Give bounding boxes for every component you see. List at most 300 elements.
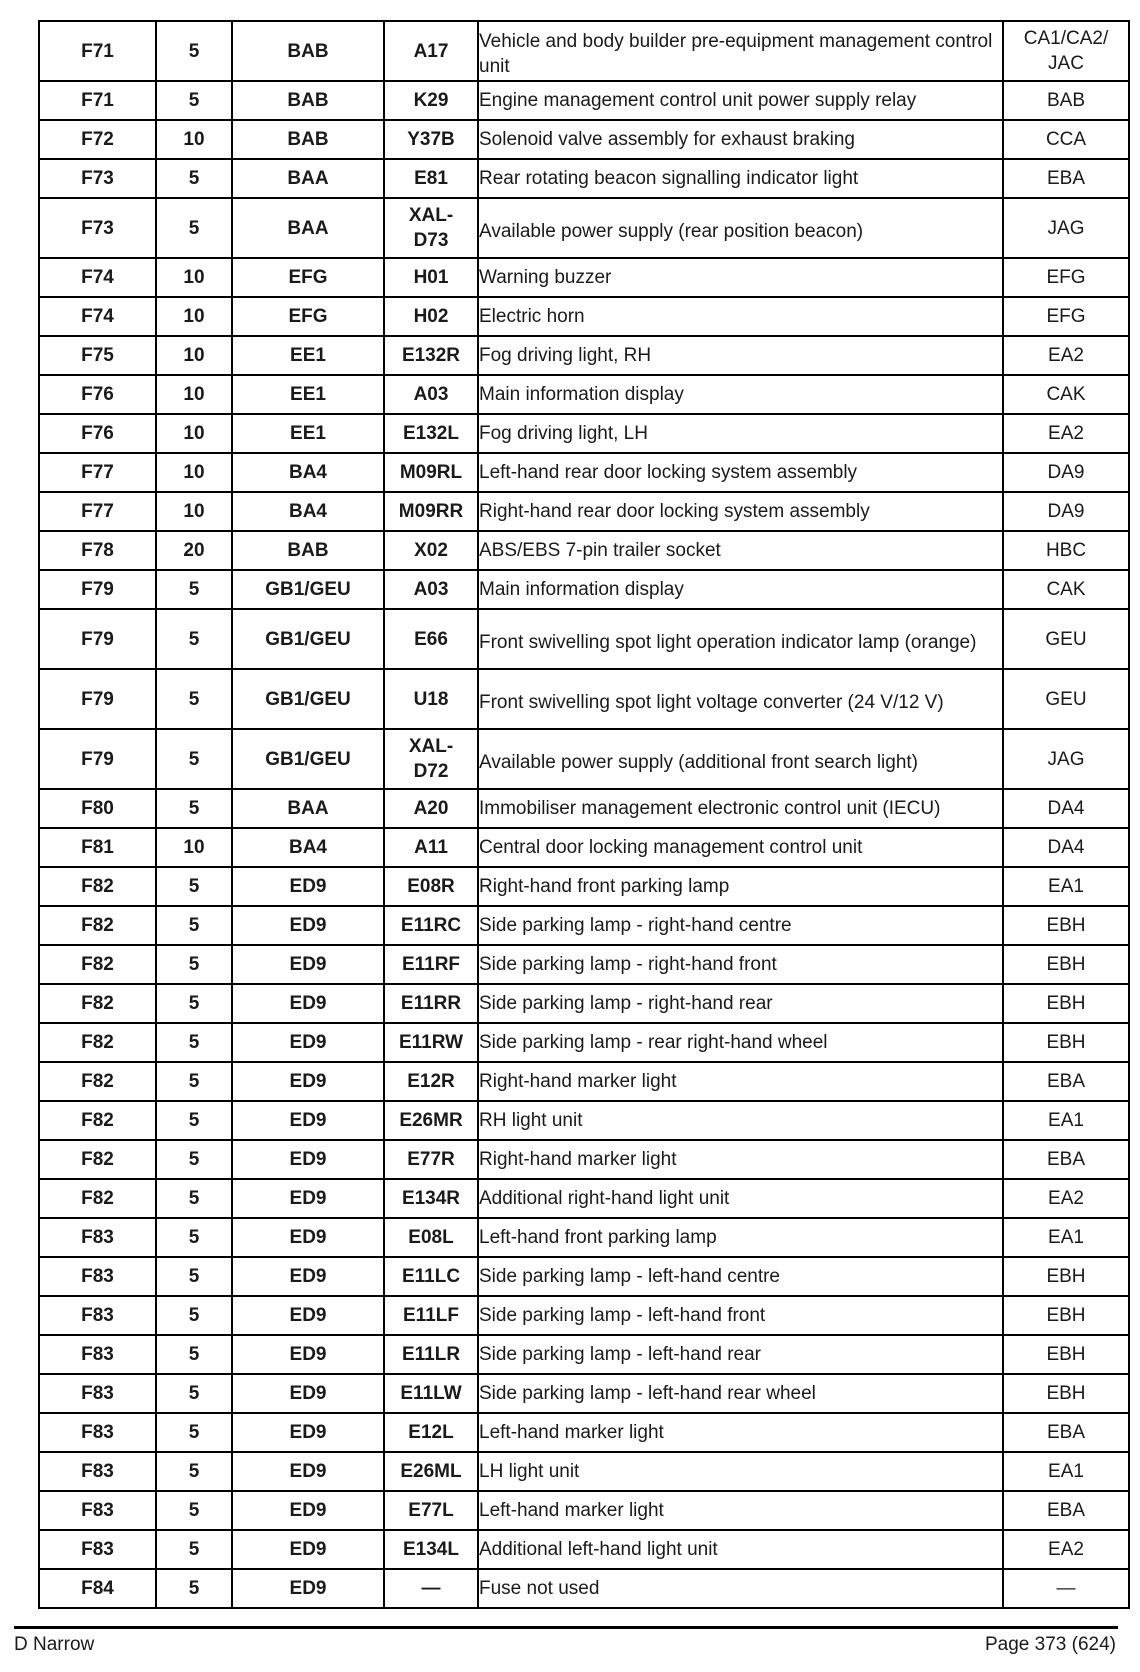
amperage-cell: 5 (156, 1452, 232, 1491)
table-row (39, 867, 1129, 906)
description-cell: Front swivelling spot light operation indicator lamp (orange) (478, 609, 1003, 669)
component-code-cell (384, 1179, 478, 1218)
component-code-line: E08R (407, 876, 455, 897)
table-row (39, 81, 1129, 120)
component-code-line: E26ML (400, 1461, 462, 1482)
description-cell: Additional right-hand light unit (478, 1179, 1003, 1218)
fuse-number-cell: F78 (39, 531, 156, 570)
table-row (39, 159, 1129, 198)
fuse-table (38, 20, 1130, 1609)
description-cell: Fog driving light, LH (478, 414, 1003, 453)
variant-code-cell (1003, 258, 1129, 297)
variant-code-line: EA2 (1048, 423, 1084, 444)
variant-code-cell (1003, 81, 1129, 120)
variant-code-line: CA1/CA2/ (1023, 28, 1109, 49)
component-code-line: D73 (413, 230, 449, 251)
fuse-number-cell: F79 (39, 609, 156, 669)
component-code-cell (384, 1218, 478, 1257)
variant-code-cell (1003, 1569, 1129, 1608)
variant-code-cell (1003, 198, 1129, 258)
fuse-number-cell: F81 (39, 828, 156, 867)
option-group-cell: BAA (232, 789, 384, 828)
table-row (39, 453, 1129, 492)
table-row (39, 1101, 1129, 1140)
variant-code-line: EBH (1046, 1305, 1086, 1326)
component-code-line: M09RL (399, 462, 463, 483)
variant-code-cell (1003, 570, 1129, 609)
component-code-line: A03 (413, 384, 449, 405)
amperage-cell: 5 (156, 198, 232, 258)
variant-code-cell (1003, 945, 1129, 984)
fuse-number-cell: F82 (39, 1140, 156, 1179)
amperage-cell: 5 (156, 1101, 232, 1140)
fuse-number-cell: F73 (39, 198, 156, 258)
variant-code-line: EBH (1046, 1266, 1086, 1287)
variant-code-cell (1003, 531, 1129, 570)
table-row (39, 120, 1129, 159)
variant-code-cell (1003, 669, 1129, 729)
description-cell: Central door locking management control unit (478, 828, 1003, 867)
component-code-line: M09RR (398, 501, 464, 522)
variant-code-line: EBH (1046, 1032, 1086, 1053)
variant-code-cell (1003, 1335, 1129, 1374)
component-code-line: E11RW (398, 1032, 464, 1053)
description-cell: Side parking lamp - left-hand front (478, 1296, 1003, 1335)
fuse-number-cell: F83 (39, 1413, 156, 1452)
amperage-cell: 10 (156, 414, 232, 453)
component-code-line: E134L (403, 1539, 459, 1560)
variant-code-line: EA1 (1048, 1110, 1084, 1131)
table-row (39, 492, 1129, 531)
variant-code-cell (1003, 21, 1129, 81)
table-row (39, 1452, 1129, 1491)
variant-code-cell (1003, 1140, 1129, 1179)
table-row (39, 198, 1129, 258)
option-group-cell: BA4 (232, 492, 384, 531)
fuse-number-cell: F79 (39, 570, 156, 609)
fuse-number-cell: F71 (39, 81, 156, 120)
component-code-line: E77R (407, 1149, 455, 1170)
fuse-number-cell: F82 (39, 867, 156, 906)
description-cell: Right-hand marker light (478, 1062, 1003, 1101)
component-code-cell (384, 1023, 478, 1062)
component-code-cell (384, 1296, 478, 1335)
option-group-cell: ED9 (232, 906, 384, 945)
option-group-cell: BAB (232, 120, 384, 159)
variant-code-line: EBA (1046, 1500, 1086, 1521)
component-code-cell (384, 906, 478, 945)
variant-code-line: EBH (1046, 915, 1086, 936)
component-code-cell (384, 1374, 478, 1413)
amperage-cell: 5 (156, 159, 232, 198)
fuse-number-cell: F83 (39, 1491, 156, 1530)
component-code-cell (384, 492, 478, 531)
variant-code-cell (1003, 159, 1129, 198)
component-code-cell (384, 1257, 478, 1296)
option-group-cell: BA4 (232, 828, 384, 867)
description-cell: Electric horn (478, 297, 1003, 336)
component-code-line: E11LR (401, 1344, 461, 1365)
footer-page-number: Page 373 (624) (985, 1634, 1116, 1655)
description-cell: Main information display (478, 375, 1003, 414)
amperage-cell: 5 (156, 81, 232, 120)
amperage-cell: 10 (156, 336, 232, 375)
variant-code-cell (1003, 492, 1129, 531)
component-code-cell (384, 1491, 478, 1530)
component-code-cell (384, 336, 478, 375)
amperage-cell: 10 (156, 492, 232, 531)
amperage-cell: 10 (156, 258, 232, 297)
variant-code-line: DA9 (1047, 501, 1085, 522)
fuse-number-cell: F83 (39, 1257, 156, 1296)
variant-code-cell (1003, 1062, 1129, 1101)
variant-code-cell (1003, 867, 1129, 906)
variant-code-line: HBC (1045, 540, 1087, 561)
description-cell: Right-hand front parking lamp (478, 867, 1003, 906)
table-row (39, 1218, 1129, 1257)
fuse-number-cell: F73 (39, 159, 156, 198)
component-code-cell (384, 789, 478, 828)
description-cell: Side parking lamp - right-hand front (478, 945, 1003, 984)
description-cell: Side parking lamp - left-hand rear wheel (478, 1374, 1003, 1413)
amperage-cell: 5 (156, 570, 232, 609)
component-code-cell (384, 81, 478, 120)
table-row (39, 669, 1129, 729)
table-row (39, 729, 1129, 789)
component-code-cell (384, 669, 478, 729)
fuse-number-cell: F79 (39, 669, 156, 729)
option-group-cell: ED9 (232, 1491, 384, 1530)
option-group-cell: ED9 (232, 1179, 384, 1218)
description-cell: Fuse not used (478, 1569, 1003, 1608)
description-cell: Side parking lamp - rear right-hand wheel (478, 1023, 1003, 1062)
component-code-line: H02 (413, 306, 449, 327)
amperage-cell: 5 (156, 1257, 232, 1296)
variant-code-cell (1003, 729, 1129, 789)
variant-code-cell (1003, 1413, 1129, 1452)
description-cell: Solenoid valve assembly for exhaust braking (478, 120, 1003, 159)
option-group-cell: ED9 (232, 1218, 384, 1257)
description-cell: Additional left-hand light unit (478, 1530, 1003, 1569)
variant-code-cell (1003, 984, 1129, 1023)
option-group-cell: EE1 (232, 414, 384, 453)
amperage-cell: 20 (156, 531, 232, 570)
variant-code-line: EBH (1046, 1383, 1086, 1404)
component-code-line: E66 (414, 628, 448, 650)
variant-code-line: EFG (1046, 306, 1086, 327)
description-cell: Left-hand front parking lamp (478, 1218, 1003, 1257)
amperage-cell: 5 (156, 1179, 232, 1218)
description-cell: Side parking lamp - left-hand rear (478, 1335, 1003, 1374)
option-group-cell: BAA (232, 198, 384, 258)
component-code-line: XAL- (408, 736, 454, 757)
amperage-cell: 10 (156, 375, 232, 414)
variant-code-line: — (1056, 1578, 1076, 1599)
variant-code-cell (1003, 1296, 1129, 1335)
variant-code-cell (1003, 336, 1129, 375)
variant-code-line: EBH (1046, 1344, 1086, 1365)
description-cell: Left-hand marker light (478, 1491, 1003, 1530)
amperage-cell: 5 (156, 729, 232, 789)
component-code-line: E08L (408, 1227, 454, 1248)
description-cell: ABS/EBS 7-pin trailer socket (478, 531, 1003, 570)
table-row (39, 945, 1129, 984)
amperage-cell: 10 (156, 453, 232, 492)
description-cell: Side parking lamp - right-hand centre (478, 906, 1003, 945)
component-code-cell (384, 570, 478, 609)
fuse-number-cell: F74 (39, 297, 156, 336)
description-cell: Vehicle and body builder pre-equipment management control unit (478, 21, 1003, 81)
variant-code-line: EA2 (1048, 345, 1084, 366)
fuse-number-cell: F82 (39, 1062, 156, 1101)
variant-code-line: BAB (1046, 90, 1086, 111)
description-cell: LH light unit (478, 1452, 1003, 1491)
option-group-cell: ED9 (232, 1530, 384, 1569)
amperage-cell: 10 (156, 120, 232, 159)
amperage-cell: 10 (156, 828, 232, 867)
option-group-cell: GB1/GEU (232, 729, 384, 789)
amperage-cell: 5 (156, 1218, 232, 1257)
amperage-cell: 5 (156, 1491, 232, 1530)
fuse-number-cell: F82 (39, 984, 156, 1023)
fuse-number-cell: F83 (39, 1296, 156, 1335)
amperage-cell: 5 (156, 669, 232, 729)
option-group-cell: BAB (232, 81, 384, 120)
component-code-line: E12R (407, 1071, 455, 1092)
option-group-cell: ED9 (232, 1140, 384, 1179)
component-code-cell (384, 198, 478, 258)
variant-code-cell (1003, 414, 1129, 453)
amperage-cell: 5 (156, 1062, 232, 1101)
table-row (39, 336, 1129, 375)
component-code-cell (384, 1101, 478, 1140)
option-group-cell: GB1/GEU (232, 570, 384, 609)
component-code-cell (384, 531, 478, 570)
option-group-cell: ED9 (232, 945, 384, 984)
variant-code-cell (1003, 1491, 1129, 1530)
variant-code-cell (1003, 375, 1129, 414)
fuse-number-cell: F76 (39, 375, 156, 414)
variant-code-line: EBA (1046, 1071, 1086, 1092)
table-row (39, 1140, 1129, 1179)
component-code-line: E11RR (400, 993, 462, 1014)
fuse-number-cell: F79 (39, 729, 156, 789)
variant-code-cell (1003, 789, 1129, 828)
description-cell: Front swivelling spot light voltage converter (24 V/12 V) (478, 669, 1003, 729)
option-group-cell: ED9 (232, 1569, 384, 1608)
variant-code-cell (1003, 906, 1129, 945)
component-code-line: XAL- (408, 205, 454, 226)
variant-code-cell (1003, 1452, 1129, 1491)
component-code-cell (384, 729, 478, 789)
fuse-number-cell: F82 (39, 906, 156, 945)
fuse-number-cell: F80 (39, 789, 156, 828)
option-group-cell: ED9 (232, 1296, 384, 1335)
variant-code-line: EFG (1046, 267, 1086, 288)
component-code-line: K29 (413, 90, 449, 111)
component-code-cell (384, 1413, 478, 1452)
description-cell: Rear rotating beacon signalling indicator light (478, 159, 1003, 198)
component-code-line: U18 (413, 688, 449, 710)
amperage-cell: 5 (156, 1413, 232, 1452)
description-cell: Side parking lamp - right-hand rear (478, 984, 1003, 1023)
variant-code-cell (1003, 1218, 1129, 1257)
component-code-cell (384, 258, 478, 297)
variant-code-line: EBH (1046, 954, 1086, 975)
table-row (39, 1491, 1129, 1530)
fuse-table-body (39, 21, 1129, 1608)
option-group-cell: BA4 (232, 453, 384, 492)
table-row (39, 1062, 1129, 1101)
description-cell: Engine management control unit power supply relay (478, 81, 1003, 120)
table-row (39, 828, 1129, 867)
component-code-line: A17 (413, 40, 449, 62)
variant-code-line: EBA (1046, 1149, 1086, 1170)
table-row (39, 1179, 1129, 1218)
footer-divider (14, 1626, 1118, 1629)
table-row (39, 609, 1129, 669)
fuse-number-cell: F77 (39, 492, 156, 531)
amperage-cell: 5 (156, 1140, 232, 1179)
amperage-cell: 5 (156, 789, 232, 828)
fuse-number-cell: F83 (39, 1530, 156, 1569)
component-code-line: E77L (408, 1500, 454, 1521)
description-cell: Right-hand marker light (478, 1140, 1003, 1179)
component-code-line: D72 (413, 761, 449, 782)
variant-code-cell (1003, 453, 1129, 492)
table-row (39, 570, 1129, 609)
component-code-line: E11RC (400, 915, 462, 936)
fuse-number-cell: F82 (39, 1101, 156, 1140)
variant-code-line: GEU (1045, 688, 1087, 710)
variant-code-line: EBH (1046, 993, 1086, 1014)
component-code-cell (384, 21, 478, 81)
component-code-line: A11 (414, 837, 448, 858)
option-group-cell: BAB (232, 531, 384, 570)
option-group-cell: ED9 (232, 1452, 384, 1491)
table-row (39, 984, 1129, 1023)
description-cell: Immobiliser management electronic control unit (IECU) (478, 789, 1003, 828)
variant-code-line: CAK (1046, 384, 1086, 405)
option-group-cell: BAA (232, 159, 384, 198)
description-cell: Left-hand rear door locking system assembly (478, 453, 1003, 492)
variant-code-line: EA2 (1048, 1539, 1084, 1560)
amperage-cell: 5 (156, 1023, 232, 1062)
option-group-cell: ED9 (232, 1374, 384, 1413)
option-group-cell: ED9 (232, 1335, 384, 1374)
table-row (39, 414, 1129, 453)
amperage-cell: 10 (156, 297, 232, 336)
table-row (39, 1569, 1129, 1608)
fuse-number-cell: F72 (39, 120, 156, 159)
fuse-number-cell: F83 (39, 1452, 156, 1491)
variant-code-line: GEU (1045, 628, 1087, 650)
variant-code-cell (1003, 297, 1129, 336)
variant-code-cell (1003, 1023, 1129, 1062)
variant-code-line: CAK (1046, 579, 1086, 600)
component-code-line: E132R (401, 345, 461, 366)
component-code-line: A03 (413, 579, 449, 600)
component-code-line: E81 (414, 168, 448, 189)
fuse-number-cell: F71 (39, 21, 156, 81)
amperage-cell: 5 (156, 867, 232, 906)
variant-code-cell (1003, 1530, 1129, 1569)
component-code-cell (384, 1569, 478, 1608)
variant-code-cell (1003, 1374, 1129, 1413)
component-code-line: E11LW (400, 1383, 462, 1404)
option-group-cell: ED9 (232, 867, 384, 906)
option-group-cell: ED9 (232, 984, 384, 1023)
component-code-cell (384, 828, 478, 867)
amperage-cell: 5 (156, 1374, 232, 1413)
table-row (39, 1257, 1129, 1296)
component-code-line: E11LC (401, 1266, 461, 1287)
fuse-number-cell: F74 (39, 258, 156, 297)
description-cell: Side parking lamp - left-hand centre (478, 1257, 1003, 1296)
component-code-cell (384, 414, 478, 453)
table-row (39, 1296, 1129, 1335)
description-cell: Fog driving light, RH (478, 336, 1003, 375)
description-cell: Left-hand marker light (478, 1413, 1003, 1452)
fuse-number-cell: F76 (39, 414, 156, 453)
fuse-number-cell: F77 (39, 453, 156, 492)
variant-code-line: EA1 (1048, 1461, 1084, 1482)
fuse-number-cell: F83 (39, 1335, 156, 1374)
amperage-cell: 5 (156, 906, 232, 945)
amperage-cell: 5 (156, 1530, 232, 1569)
component-code-line: E132L (403, 423, 459, 444)
table-row (39, 1023, 1129, 1062)
option-group-cell: ED9 (232, 1023, 384, 1062)
description-cell: Available power supply (rear position beacon) (478, 198, 1003, 258)
variant-code-line: CCA (1045, 129, 1087, 150)
component-code-cell (384, 375, 478, 414)
component-code-cell (384, 453, 478, 492)
description-cell: Right-hand rear door locking system assembly (478, 492, 1003, 531)
fuse-number-cell: F82 (39, 1023, 156, 1062)
component-code-cell (384, 1335, 478, 1374)
fuse-number-cell: F82 (39, 945, 156, 984)
table-row (39, 1335, 1129, 1374)
component-code-line: — (421, 1578, 441, 1599)
variant-code-cell (1003, 1101, 1129, 1140)
variant-code-line: EBA (1046, 1422, 1086, 1443)
variant-code-line: DA4 (1047, 798, 1085, 819)
component-code-line: E11RF (401, 954, 461, 975)
table-row (39, 297, 1129, 336)
option-group-cell: ED9 (232, 1413, 384, 1452)
component-code-line: H01 (413, 267, 449, 288)
amperage-cell: 5 (156, 1569, 232, 1608)
component-code-line: E11LF (403, 1305, 459, 1326)
component-code-line: X02 (414, 540, 448, 561)
table-row (39, 1374, 1129, 1413)
table-row (39, 258, 1129, 297)
variant-code-line: DA4 (1047, 837, 1085, 858)
component-code-cell (384, 609, 478, 669)
variant-code-cell (1003, 120, 1129, 159)
variant-code-line: EA1 (1048, 1227, 1084, 1248)
description-cell: Available power supply (additional front search light) (478, 729, 1003, 789)
description-cell: Main information display (478, 570, 1003, 609)
option-group-cell: GB1/GEU (232, 609, 384, 669)
variant-code-cell (1003, 1179, 1129, 1218)
variant-code-line: EA2 (1048, 1188, 1084, 1209)
description-cell: RH light unit (478, 1101, 1003, 1140)
amperage-cell: 5 (156, 1335, 232, 1374)
variant-code-cell (1003, 828, 1129, 867)
variant-code-line: DA9 (1047, 462, 1085, 483)
